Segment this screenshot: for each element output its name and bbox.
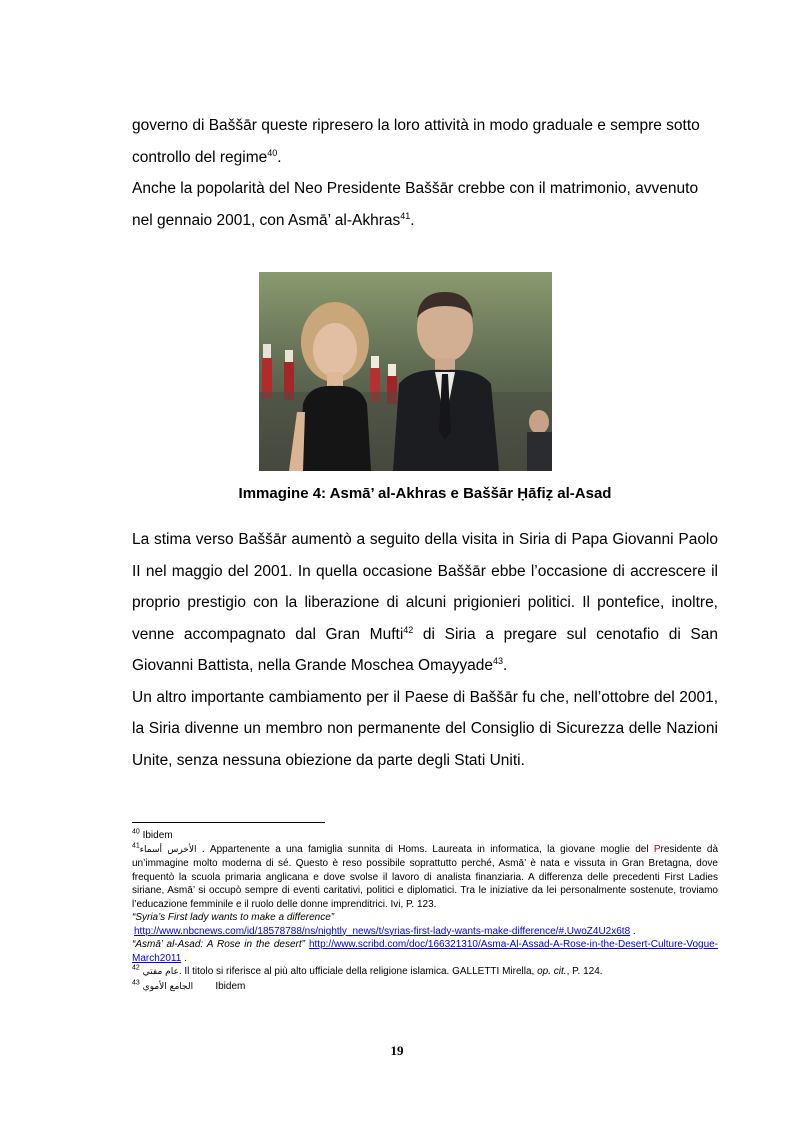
footnote-42: $^{42}$ عام مفتي. Il titolo si riferisce al più alto ufficiale della religione islamica. GALLETTI Mirella, op. cit., P. 124. [132, 964, 603, 977]
text-line: Anche la popolarità del Neo Presidente Baššār crebbe con il matrimonio, avvenuto [132, 180, 699, 197]
scribd-link[interactable]: http://www.scribd.com/doc/166321310/Asma-Al-Assad-A-Rose-in-the-Desert-Culture-Vogue-March2011 [132, 939, 719, 964]
text-line: governo di Baššār queste ripresero la loro attività in modo graduale e sempre sotto [132, 117, 700, 134]
footnote-ref-41[interactable]: 41 [400, 210, 411, 221]
page-number: 19 [390, 1043, 404, 1058]
footnote-ref-43[interactable]: 43 [493, 655, 504, 666]
footnotes [132, 829, 718, 994]
footnote-41-link1-line: http://www.nbcnews.com/id/18578788/ns/nightly_news/t/syrias-first-lady-wants-make-difference/#.UwoZ4U2x6t8 . [134, 925, 636, 937]
footnote-41: $^{41}$ الأخرس أسماء. Appartenente a una famiglia sunnita di Homs. Laureata in informatica, la giovane moglie del Presidente dà un’immagine molto moderna di sé. Questo è reso possibile soprattutto perché, Asmā’ è nata e vissuta in Gran Bretagna, dove frequentò la scuola primaria anglicana e dove svolse il lavoro di analista finanziaria. A differenza delle precedenti First Ladies siriane, Asmā’ si occupò sempre di eventi caritativi, politici e diplomatici. Tra le iniziative da lei personalmente sostenute, troviamo l’educazione femminile e il ruolo delle donne imprenditrici. Ivi, P. 123. [132, 842, 719, 910]
footnote-41-quote2-line: “Asmā’ al-Asad: A Rose in the desert” http://www.scribd.com/doc/166321310/Asma-Al-Assad-A-Rose-in-the-Desert-Culture-Vogue-March2011 . [132, 939, 719, 964]
arabic-term: عام مفتي [139, 967, 179, 977]
footnote-41-quote1: “Syria’s First lady wants to make a difference” [132, 912, 335, 923]
paragraph-un-council: Un altro importante cambiamento per il Paese di Baššār fu che, nell’ottobre del 2001, la Siria divenne un membro non permanente del Consiglio di Sicurezza delle Nazioni Unite, senza nessuna obiezione da parte degli Stati Uniti. [132, 688, 718, 769]
nbcnews-link[interactable]: http://www.nbcnews.com/id/18578788/ns/nightly_news/t/syrias-first-lady-wants-make-difference/#.UwoZ4U2x6t8 [134, 925, 631, 937]
image-caption: Immagine 4: Asmā’ al-Akhras e Baššār Ḥāfiẓ al-Asad [238, 485, 612, 502]
footnote-40: $^{40}$ Ibidem [132, 828, 173, 841]
footnote-separator [132, 822, 325, 823]
paragraph-visit: La stima verso Baššār aumentò a seguito della visita in Siria di Papa Giovanni Paolo II nel maggio del 2001. In quella occasione Baššār ebbe l’occasione di accrescere il proprio prestigio con la liberazione di alcuni prigionieri politici. Il pontefice, inoltre, venne accompagnato dal Gran Mufti$^{42}$ di Siria a pregare sul cenotafio di San Giovanni Battista, nella Grande Moschea Omayyade$^{43}$. [132, 531, 718, 674]
text-line: nel gennaio 2001, con Asmā’ al-Akhras$^{41}$. [132, 210, 415, 229]
footnote-ref-40[interactable]: 40 [267, 147, 278, 158]
photo-illustration [259, 272, 552, 471]
arabic-name: الأخرس أسماء [139, 844, 202, 855]
footnote-ref-42[interactable]: 42 [403, 624, 414, 635]
arabic-term: الجامع الأموي [139, 981, 194, 992]
paragraph-continuation [132, 110, 718, 236]
text-line: controllo del regime$^{40}$. [132, 147, 282, 166]
body-paragraphs [132, 524, 718, 776]
photo-couple [259, 272, 552, 471]
footnote-43: $^{43}$ الجامع الأموي Ibidem [132, 979, 246, 992]
